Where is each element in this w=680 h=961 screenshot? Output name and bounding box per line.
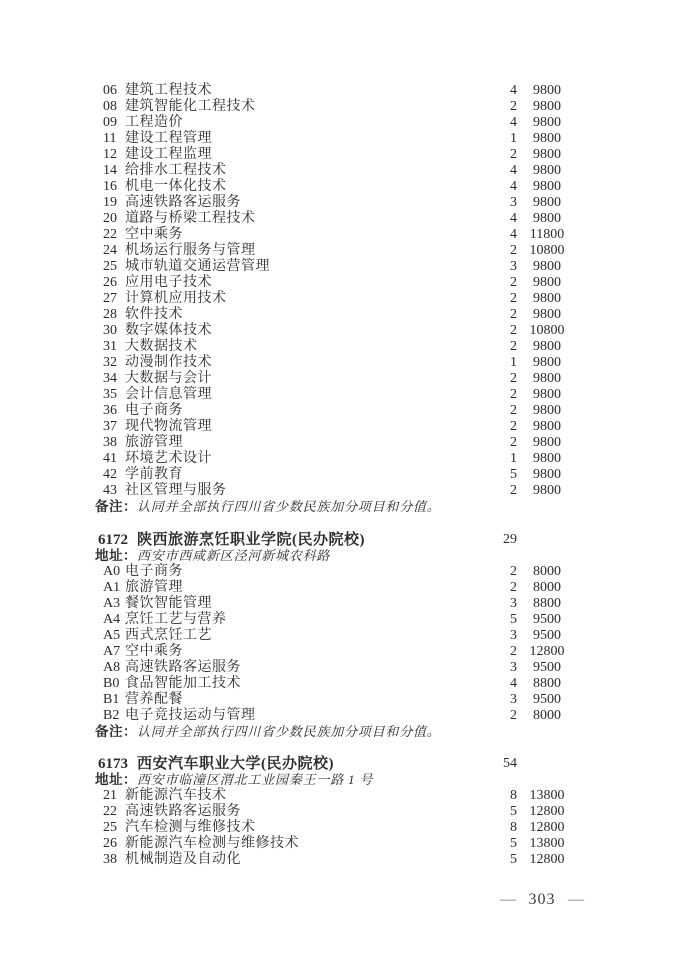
program-row bbox=[0, 307, 680, 323]
program-code: 11 bbox=[103, 131, 117, 146]
program-quota: 2 bbox=[510, 708, 517, 723]
program-code: B2 bbox=[103, 708, 120, 723]
program-fee: 9800 bbox=[533, 179, 561, 194]
program-name: 城市轨道交通运营管理 bbox=[125, 259, 270, 274]
address-line bbox=[0, 548, 680, 564]
program-name: 空中乘务 bbox=[125, 644, 183, 659]
program-fee: 11800 bbox=[529, 227, 565, 242]
program-quota: 3 bbox=[510, 692, 517, 707]
program-name: 营养配餐 bbox=[125, 692, 183, 707]
program-fee: 8000 bbox=[533, 708, 561, 723]
program-code: 22 bbox=[103, 804, 117, 819]
program-quota: 4 bbox=[510, 115, 517, 130]
address-text: 西安市西咸新区泾河新城农科路 bbox=[137, 548, 331, 563]
program-quota: 2 bbox=[510, 371, 517, 386]
program-fee: 9500 bbox=[533, 660, 561, 675]
program-row bbox=[0, 660, 680, 676]
program-row bbox=[0, 355, 680, 371]
program-quota: 4 bbox=[510, 83, 517, 98]
program-row bbox=[0, 580, 680, 596]
program-row bbox=[0, 564, 680, 580]
program-name: 食品智能加工技术 bbox=[125, 676, 241, 691]
program-fee: 9800 bbox=[533, 147, 561, 162]
program-quota: 2 bbox=[510, 564, 517, 579]
program-code: 08 bbox=[103, 99, 117, 114]
section-code: 6173 bbox=[98, 756, 128, 772]
program-fee: 9800 bbox=[533, 131, 561, 146]
program-code: 36 bbox=[103, 403, 117, 418]
program-name: 学前教育 bbox=[125, 467, 183, 482]
program-name: 旅游管理 bbox=[125, 580, 183, 595]
program-code: 26 bbox=[103, 836, 117, 851]
program-name: 动漫制作技术 bbox=[125, 355, 212, 370]
program-fee: 9800 bbox=[533, 467, 561, 482]
program-quota: 2 bbox=[510, 403, 517, 418]
program-quota: 4 bbox=[510, 179, 517, 194]
program-code: A4 bbox=[103, 612, 121, 627]
program-quota: 1 bbox=[510, 451, 517, 466]
program-quota: 3 bbox=[510, 660, 517, 675]
program-code: 41 bbox=[103, 451, 117, 466]
program-fee: 12800 bbox=[529, 804, 565, 819]
program-quota: 2 bbox=[510, 243, 517, 258]
program-fee: 9800 bbox=[533, 419, 561, 434]
program-fee: 9500 bbox=[533, 628, 561, 643]
program-code: 38 bbox=[103, 435, 117, 450]
program-quota: 5 bbox=[510, 852, 517, 867]
program-code: 25 bbox=[103, 820, 117, 835]
program-fee: 8800 bbox=[533, 676, 561, 691]
program-fee: 10800 bbox=[529, 323, 565, 338]
program-code: B1 bbox=[103, 692, 120, 707]
program-fee: 9800 bbox=[533, 211, 561, 226]
program-row bbox=[0, 275, 680, 291]
program-fee: 12800 bbox=[529, 644, 565, 659]
program-code: 16 bbox=[103, 179, 117, 194]
program-name: 道路与桥梁工程技术 bbox=[125, 211, 256, 226]
program-row bbox=[0, 83, 680, 99]
program-code: 12 bbox=[103, 147, 117, 162]
program-name: 餐饮智能管理 bbox=[125, 596, 212, 611]
program-quota: 4 bbox=[510, 211, 517, 226]
program-row bbox=[0, 403, 680, 419]
program-code: 28 bbox=[103, 307, 117, 322]
program-code: A5 bbox=[103, 628, 121, 643]
program-row bbox=[0, 339, 680, 355]
program-name: 烹饪工艺与营养 bbox=[125, 612, 227, 627]
section-name: 西安汽车职业大学(民办院校) bbox=[137, 756, 334, 772]
program-row bbox=[0, 628, 680, 644]
program-name: 软件技术 bbox=[125, 307, 183, 322]
program-quota: 3 bbox=[510, 259, 517, 274]
program-code: 22 bbox=[103, 227, 117, 242]
program-fee: 8800 bbox=[533, 596, 561, 611]
program-row bbox=[0, 291, 680, 307]
program-fee: 9800 bbox=[533, 483, 561, 498]
program-name: 机电一体化技术 bbox=[125, 179, 227, 194]
program-name: 现代物流管理 bbox=[125, 419, 212, 434]
program-code: 25 bbox=[103, 259, 117, 274]
program-row bbox=[0, 211, 680, 227]
program-quota: 2 bbox=[510, 419, 517, 434]
program-row bbox=[0, 708, 680, 724]
program-fee: 9500 bbox=[533, 692, 561, 707]
program-code: 24 bbox=[103, 243, 117, 258]
program-name: 新能源汽车技术 bbox=[125, 788, 227, 803]
program-quota: 2 bbox=[510, 275, 517, 290]
remark-text: 认同并全部执行四川省少数民族加分项目和分值。 bbox=[137, 724, 441, 739]
program-row bbox=[0, 467, 680, 483]
program-name: 社区管理与服务 bbox=[125, 483, 227, 498]
program-row bbox=[0, 371, 680, 387]
program-fee: 13800 bbox=[529, 836, 565, 851]
program-fee: 8000 bbox=[533, 580, 561, 595]
program-quota: 2 bbox=[510, 99, 517, 114]
program-name: 应用电子技术 bbox=[125, 275, 212, 290]
program-code: 09 bbox=[103, 115, 117, 130]
program-row bbox=[0, 451, 680, 467]
program-name: 新能源汽车检测与维修技术 bbox=[125, 836, 299, 851]
program-quota: 5 bbox=[510, 467, 517, 482]
program-row bbox=[0, 852, 680, 868]
program-name: 高速铁路客运服务 bbox=[125, 660, 241, 675]
program-quota: 5 bbox=[510, 804, 517, 819]
program-quota: 2 bbox=[510, 580, 517, 595]
program-name: 计算机应用技术 bbox=[125, 291, 227, 306]
program-quota: 4 bbox=[510, 227, 517, 242]
program-name: 机械制造及自动化 bbox=[125, 852, 241, 867]
program-row bbox=[0, 596, 680, 612]
program-name: 会计信息管理 bbox=[125, 387, 212, 402]
section-header bbox=[0, 756, 680, 772]
section-total: 54 bbox=[503, 756, 517, 771]
program-quota: 2 bbox=[510, 147, 517, 162]
program-fee: 9800 bbox=[533, 83, 561, 98]
program-row bbox=[0, 243, 680, 259]
program-code: A8 bbox=[103, 660, 121, 675]
section-code: 6172 bbox=[98, 532, 128, 548]
page-number: 303 bbox=[528, 891, 556, 908]
program-row bbox=[0, 147, 680, 163]
program-name: 电子竞技运动与管理 bbox=[125, 708, 256, 723]
program-code: 21 bbox=[103, 788, 117, 803]
program-table bbox=[0, 564, 680, 724]
program-fee: 9800 bbox=[533, 339, 561, 354]
program-fee: 9800 bbox=[533, 355, 561, 370]
program-quota: 2 bbox=[510, 644, 517, 659]
program-name: 建筑工程技术 bbox=[125, 83, 212, 98]
section-name: 陕西旅游烹饪职业学院(民办院校) bbox=[137, 532, 365, 548]
program-name: 建设工程监理 bbox=[125, 147, 212, 162]
program-name: 建筑智能化工程技术 bbox=[125, 99, 256, 114]
program-quota: 8 bbox=[510, 820, 517, 835]
program-name: 旅游管理 bbox=[125, 435, 183, 450]
program-name: 电子商务 bbox=[125, 403, 183, 418]
program-row bbox=[0, 804, 680, 820]
program-row bbox=[0, 259, 680, 275]
program-row bbox=[0, 195, 680, 211]
program-quota: 4 bbox=[510, 163, 517, 178]
program-name: 汽车检测与维修技术 bbox=[125, 820, 256, 835]
program-name: 环境艺术设计 bbox=[125, 451, 212, 466]
program-name: 建设工程管理 bbox=[125, 131, 212, 146]
program-fee: 9800 bbox=[533, 403, 561, 418]
program-name: 给排水工程技术 bbox=[125, 163, 227, 178]
program-fee: 12800 bbox=[529, 820, 565, 835]
program-row bbox=[0, 644, 680, 660]
program-code: 06 bbox=[103, 83, 117, 98]
program-quota: 3 bbox=[510, 628, 517, 643]
program-table bbox=[0, 788, 680, 868]
program-code: 42 bbox=[103, 467, 117, 482]
program-fee: 9800 bbox=[533, 435, 561, 450]
program-fee: 9500 bbox=[533, 612, 561, 627]
program-quota: 5 bbox=[510, 836, 517, 851]
program-code: 27 bbox=[103, 291, 117, 306]
remark-line bbox=[0, 724, 680, 740]
program-code: 30 bbox=[103, 323, 117, 338]
section-total: 29 bbox=[503, 532, 517, 547]
program-code: 35 bbox=[103, 387, 117, 402]
section-gap bbox=[0, 515, 680, 532]
remark-line bbox=[0, 499, 680, 515]
program-quota: 2 bbox=[510, 291, 517, 306]
program-fee: 9800 bbox=[533, 115, 561, 130]
address-text: 西安市临潼区渭北工业园秦王一路 1 号 bbox=[137, 772, 374, 787]
program-code: 26 bbox=[103, 275, 117, 290]
program-row bbox=[0, 387, 680, 403]
program-name: 电子商务 bbox=[125, 564, 183, 579]
section-gap bbox=[0, 740, 680, 756]
program-row bbox=[0, 179, 680, 195]
program-code: B0 bbox=[103, 676, 120, 691]
program-code: 14 bbox=[103, 163, 117, 178]
remark-text: 认同并全部执行四川省少数民族加分项目和分值。 bbox=[137, 499, 441, 514]
program-code: A3 bbox=[103, 596, 121, 611]
program-quota: 3 bbox=[510, 596, 517, 611]
address-label: 地址： bbox=[95, 548, 137, 563]
program-name: 大数据技术 bbox=[125, 339, 198, 354]
program-quota: 2 bbox=[510, 307, 517, 322]
program-quota: 2 bbox=[510, 323, 517, 338]
program-name: 机场运行服务与管理 bbox=[125, 243, 256, 258]
program-row bbox=[0, 435, 680, 451]
program-quota: 2 bbox=[510, 435, 517, 450]
program-fee: 9800 bbox=[533, 163, 561, 178]
program-fee: 13800 bbox=[529, 788, 565, 803]
program-name: 空中乘务 bbox=[125, 227, 183, 242]
program-code: 31 bbox=[103, 339, 117, 354]
program-fee: 10800 bbox=[529, 243, 565, 258]
program-row bbox=[0, 612, 680, 628]
footer-dash-left: — bbox=[500, 891, 516, 908]
program-fee: 9800 bbox=[533, 275, 561, 290]
program-name: 大数据与会计 bbox=[125, 371, 212, 386]
program-row bbox=[0, 99, 680, 115]
program-code: A1 bbox=[103, 580, 121, 595]
program-row bbox=[0, 323, 680, 339]
program-name: 高速铁路客运服务 bbox=[125, 195, 241, 210]
program-row bbox=[0, 820, 680, 836]
program-code: 20 bbox=[103, 211, 117, 226]
program-row bbox=[0, 788, 680, 804]
section-header bbox=[0, 532, 680, 548]
program-code: 34 bbox=[103, 371, 117, 386]
program-quota: 1 bbox=[510, 355, 517, 370]
program-fee: 9800 bbox=[533, 99, 561, 114]
program-fee: 9800 bbox=[533, 307, 561, 322]
program-code: 43 bbox=[103, 483, 117, 498]
program-fee: 9800 bbox=[533, 387, 561, 402]
program-name: 数字媒体技术 bbox=[125, 323, 212, 338]
program-quota: 3 bbox=[510, 195, 517, 210]
remark-label: 备注： bbox=[95, 724, 137, 739]
program-row bbox=[0, 419, 680, 435]
program-quota: 2 bbox=[510, 339, 517, 354]
program-table-continuation bbox=[0, 83, 680, 499]
address-label: 地址： bbox=[95, 772, 137, 787]
program-fee: 9800 bbox=[533, 451, 561, 466]
program-row bbox=[0, 836, 680, 852]
program-name: 高速铁路客运服务 bbox=[125, 804, 241, 819]
program-fee: 9800 bbox=[533, 291, 561, 306]
program-quota: 5 bbox=[510, 612, 517, 627]
program-code: A7 bbox=[103, 644, 121, 659]
address-line bbox=[0, 772, 680, 788]
program-row bbox=[0, 676, 680, 692]
program-row bbox=[0, 227, 680, 243]
page-content bbox=[0, 83, 680, 868]
program-fee: 9800 bbox=[533, 259, 561, 274]
remark-label: 备注： bbox=[95, 499, 137, 514]
program-name: 西式烹饪工艺 bbox=[125, 628, 212, 643]
program-fee: 9800 bbox=[533, 371, 561, 386]
program-code: 32 bbox=[103, 355, 117, 370]
program-code: 37 bbox=[103, 419, 117, 434]
program-row bbox=[0, 163, 680, 179]
program-row bbox=[0, 115, 680, 131]
program-fee: 12800 bbox=[529, 852, 565, 867]
program-code: 38 bbox=[103, 852, 117, 867]
program-code: 19 bbox=[103, 195, 117, 210]
program-quota: 1 bbox=[510, 131, 517, 146]
program-row bbox=[0, 483, 680, 499]
program-fee: 8000 bbox=[533, 564, 561, 579]
program-code: A0 bbox=[103, 564, 121, 579]
program-quota: 2 bbox=[510, 483, 517, 498]
page-footer bbox=[500, 891, 584, 909]
program-row bbox=[0, 692, 680, 708]
footer-dash-right: — bbox=[568, 891, 584, 908]
program-name: 工程造价 bbox=[125, 115, 183, 130]
program-fee: 9800 bbox=[533, 195, 561, 210]
program-quota: 4 bbox=[510, 676, 517, 691]
program-quota: 8 bbox=[510, 788, 517, 803]
program-quota: 2 bbox=[510, 387, 517, 402]
program-row bbox=[0, 131, 680, 147]
